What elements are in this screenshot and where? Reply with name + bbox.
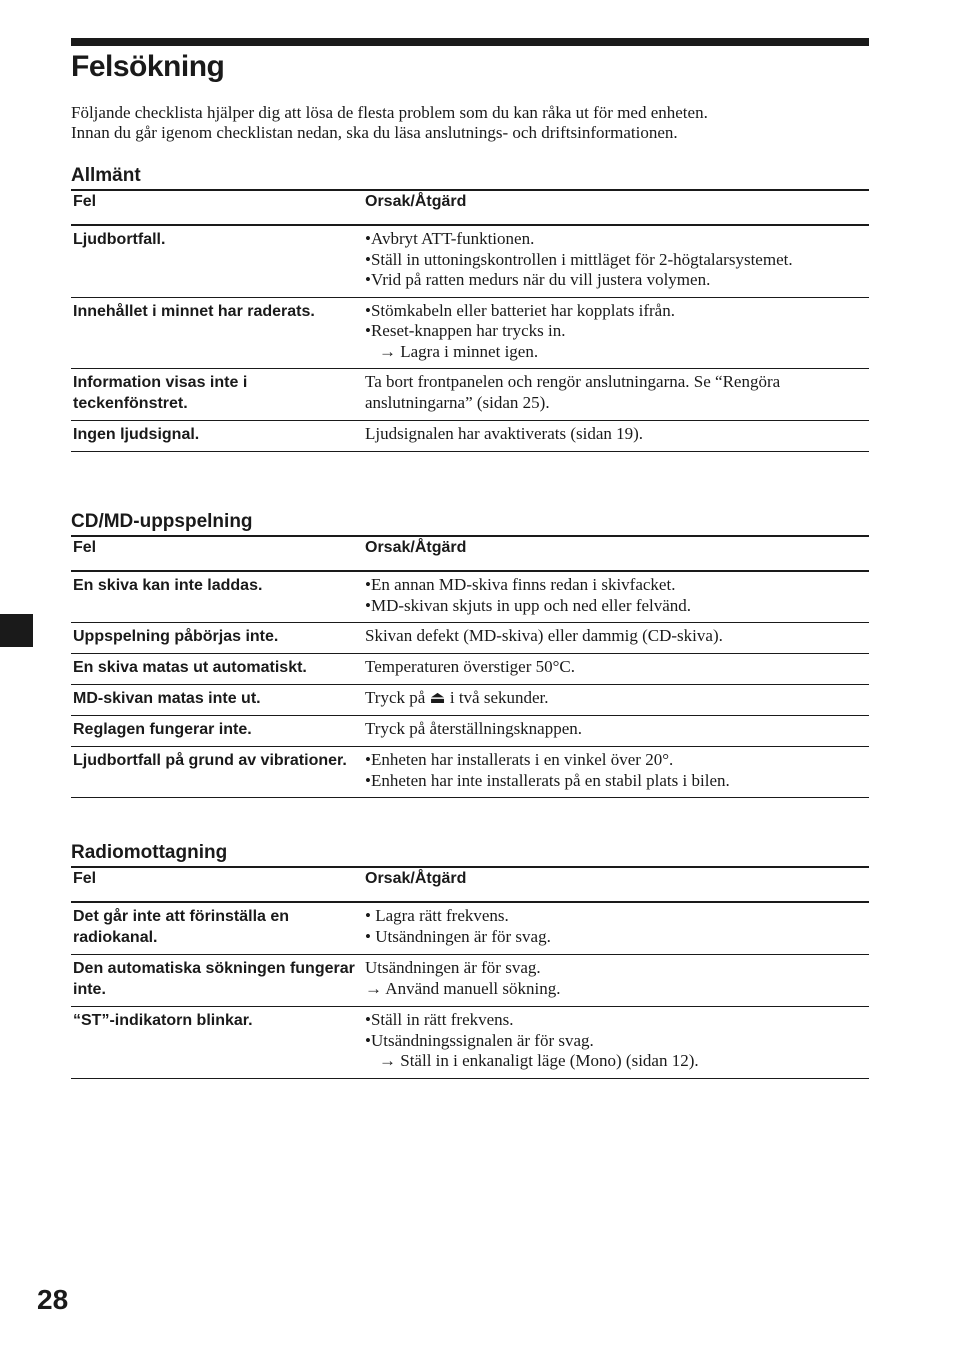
table-row <box>71 571 869 623</box>
cause-cell <box>363 955 869 1007</box>
intro-line: Innan du går igenom checklistan nedan, ska du läsa anslutnings- och driftsinformationen. <box>71 123 678 142</box>
cause-line: •Stömkabeln eller batteriet har kopplats ifrån. <box>365 300 675 320</box>
column-header-fault: Fel <box>71 190 363 225</box>
cause-line: • Utsändningen är för svag. <box>365 926 551 946</box>
table-row <box>71 421 869 452</box>
table-row <box>71 654 869 685</box>
fault-cell: Reglagen fungerar inte. <box>71 716 363 747</box>
cause-line: → Ställ in i enkanaligt läge (Mono) (sidan 12). <box>379 1051 699 1070</box>
cause-line: •Reset-knappen har trycks in. <box>365 321 566 340</box>
fault-cell: Uppspelning påbörjas inte. <box>71 623 363 654</box>
column-header-cause: Orsak/Åtgärd <box>363 867 869 902</box>
section-title: Radiomottagning <box>71 842 228 863</box>
cause-line: •Vrid på ratten medurs när du vill justera volymen. <box>365 270 711 289</box>
page-number: 28 <box>37 1284 69 1315</box>
title-rule <box>71 38 869 46</box>
cause-cell <box>363 1007 869 1079</box>
cause-cell <box>363 685 869 716</box>
table-header-row <box>71 536 869 571</box>
cause-line: •Enheten har inte installerats på en stabil plats i bilen. <box>365 770 730 790</box>
cause-line: •Ställ in uttoningskontrollen i mittläget för 2-högtalarsystemet. <box>365 249 793 269</box>
section-radiomottagning <box>71 840 869 1079</box>
cause-cell <box>363 747 869 798</box>
cause-line: Tryck på ⏏ i två sekunder. <box>365 688 549 707</box>
cause-cell <box>363 369 869 421</box>
section-title: CD/MD-uppspelning <box>71 511 253 532</box>
fault-cell: Ljudbortfall på grund av vibrationer. <box>71 747 363 798</box>
cause-cell <box>363 571 869 623</box>
column-header-cause: Orsak/Åtgärd <box>363 190 869 225</box>
fault-cell: En skiva kan inte laddas. <box>71 571 363 623</box>
fault-cell: MD-skivan matas inte ut. <box>71 685 363 716</box>
page-title: Felsökning <box>71 50 225 83</box>
cause-line: Skivan defekt (MD-skiva) eller dammig (CD-skiva). <box>365 626 723 645</box>
table-header-row <box>71 867 869 902</box>
side-tab-marker <box>0 614 33 647</box>
cause-line: Ta bort frontpanelen och rengör anslutningarna. Se “Rengöra anslutningarna” (sidan 25). <box>365 372 781 412</box>
fault-cell: Innehållet i minnet har raderats. <box>71 297 363 369</box>
cause-cell <box>363 623 869 654</box>
cause-line: • Lagra rätt frekvens. <box>365 906 509 925</box>
table-row <box>71 902 869 955</box>
troubleshooting-table <box>71 189 869 452</box>
fault-cell: “ST”-indikatorn blinkar. <box>71 1007 363 1079</box>
cause-line: •Utsändningssignalen är för svag. <box>365 1030 594 1050</box>
fault-cell: Ljudbortfall. <box>71 225 363 297</box>
cause-line: Tryck på återställningsknappen. <box>365 719 583 738</box>
cause-line: •En annan MD-skiva finns redan i skivfacket. <box>365 575 676 594</box>
cause-line: •MD-skivan skjuts in upp och ned eller felvänd. <box>365 595 692 615</box>
table-row <box>71 623 869 654</box>
cause-line: Utsändningen är för svag. <box>365 958 541 977</box>
table-header-row <box>71 190 869 225</box>
cause-cell <box>363 654 869 685</box>
troubleshooting-table <box>71 535 869 798</box>
cause-cell <box>363 902 869 955</box>
cause-line: Temperaturen överstiger 50°C. <box>365 657 576 676</box>
section-allmant <box>71 163 869 452</box>
table-row <box>71 747 869 798</box>
table-row <box>71 297 869 369</box>
cause-cell <box>363 297 869 369</box>
fault-cell: En skiva matas ut automatiskt. <box>71 654 363 685</box>
table-row <box>71 1007 869 1079</box>
fault-cell: Det går inte att förinställa en radiokanal. <box>71 902 363 955</box>
cause-line: → Lagra i minnet igen. <box>379 341 539 361</box>
section-title: Allmänt <box>71 165 141 186</box>
fault-cell: Ingen ljudsignal. <box>71 421 363 452</box>
fault-cell: Information visas inte i teckenfönstret. <box>71 369 363 421</box>
troubleshooting-table <box>71 866 869 1079</box>
table-row <box>71 225 869 297</box>
column-header-cause: Orsak/Åtgärd <box>363 536 869 571</box>
cause-line: •Enheten har installerats i en vinkel över 20°. <box>365 750 674 769</box>
table-row <box>71 685 869 716</box>
section-cd-md-uppspelning <box>71 509 869 798</box>
cause-line: Ljudsignalen har avaktiverats (sidan 19). <box>365 424 644 443</box>
cause-line: •Avbryt ATT-funktionen. <box>365 229 535 248</box>
cause-cell <box>363 421 869 452</box>
intro-line: Följande checklista hjälper dig att lösa de flesta problem som du kan råka ut för med enheten. <box>71 103 708 122</box>
fault-cell: Den automatiska sökningen fungerar inte. <box>71 955 363 1007</box>
table-row <box>71 716 869 747</box>
table-row <box>71 955 869 1007</box>
cause-cell <box>363 716 869 747</box>
table-row <box>71 369 869 421</box>
cause-cell <box>363 225 869 297</box>
cause-line: •Ställ in rätt frekvens. <box>365 1010 514 1029</box>
intro-text <box>71 103 871 143</box>
column-header-fault: Fel <box>71 536 363 571</box>
cause-line: → Använd manuell sökning. <box>365 978 561 998</box>
column-header-fault: Fel <box>71 867 363 902</box>
